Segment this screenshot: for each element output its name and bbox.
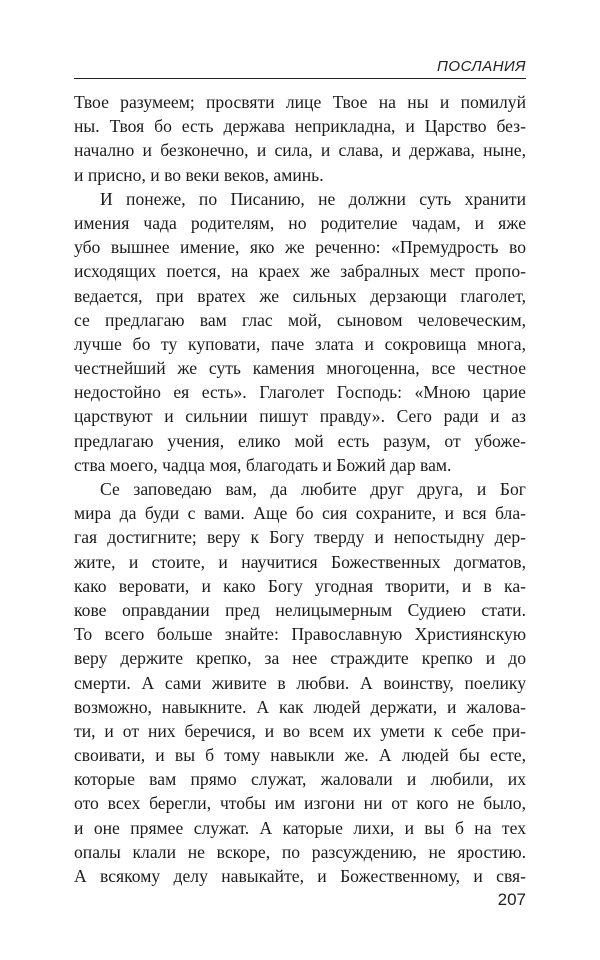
- text-line: гая достигните; веру к Богу тверду и непостыдну дер-: [74, 527, 526, 548]
- running-head-title: ПОСЛАНИЯ: [437, 58, 526, 75]
- text-line: и присно, и во веки веков, аминь.: [74, 164, 324, 185]
- text-line: мира да буди с вами. Аще бо сия сохраните, и вся бла-: [74, 503, 526, 524]
- text-line: возможно, навыкните. А как людей держати, и жаловa-: [74, 696, 526, 717]
- page-number: 207: [497, 890, 526, 909]
- text-line: ото всех берегли, чтобы им изгони ни от кого не было,: [74, 793, 526, 814]
- text-line: Твое разумеем; просвяти лице Твое на ны и помилуй: [74, 92, 526, 112]
- text-line: како веровати, и како Богу угодная творити, и в ка-: [74, 575, 526, 596]
- text-line: А всякому делу навыкайте, и Божественному, и свя-: [74, 866, 526, 886]
- text-line: ны. Твоя бо есть держава неприкладна, и Царство без-: [74, 116, 526, 137]
- text-line: убо вышнее имение, яко же реченно: «Премудрость во: [74, 237, 526, 258]
- text-line: ведается, при вратех же сильных дерзающи глаголет,: [74, 285, 526, 306]
- text-line: ти, и от них беречися, и во всем их умети к себе при-: [74, 720, 526, 741]
- text-line: Се заповедаю вам, да любите друг друга, и Бог: [100, 479, 526, 499]
- text-line: недостойно ея есть». Глаголет Господь: «Мною царие: [74, 382, 526, 403]
- text-line: царствуют и сильнии пишут правду». Сего ради и аз: [74, 406, 526, 427]
- text-line: предлагаю учения, елико мой есть разум, от убоже-: [74, 430, 526, 451]
- text-line: начално и безконечно, и сила, и слава, и держава, ныне,: [74, 140, 526, 161]
- text-line: опалы клали не вскоре, по разсуждению, не яростию.: [74, 841, 526, 862]
- text-line: То всего больше знайте: Православную Християнскую: [74, 624, 526, 645]
- text-line: своивати, и вы б тому навыкли же. А людей бы есте,: [74, 745, 526, 766]
- text-line: лучше бо ту куповати, паче злата и сокровища многа,: [74, 333, 526, 354]
- text-line: которые вам прямо служат, жаловали и любили, их: [74, 769, 526, 790]
- text-line: ства моего, чадца моя, благодать и Божий дар вам.: [74, 454, 452, 475]
- text-line: се предлагаю вам глас мой, сыновом человеческим,: [74, 309, 526, 330]
- text-line: кове оправдании пред нелицымерным Судиею стати.: [74, 599, 526, 620]
- text-line: исходящих поется, на краех же забралных мест пропо-: [74, 261, 526, 282]
- text-line: и оне прямее служат. А каторые лихи, и вы б на тех: [74, 817, 526, 838]
- text-line: имения чада родителям, но родителие чадам, и яже: [74, 212, 526, 233]
- body-text: [74, 90, 526, 888]
- text-line: жите, и стоите, и научитися Божественных догматов,: [74, 551, 526, 572]
- text-line: И понеже, по Писанию, не должни суть хранити: [100, 188, 526, 209]
- text-line: честнейший же суть камения многоценна, все честное: [74, 358, 526, 379]
- header-rule: [74, 78, 526, 79]
- text-line: смерти. А сами живите в любви. А воинству, поелику: [74, 672, 526, 693]
- text-line: веру держите крепко, за нее страждите крепко и до: [74, 648, 526, 669]
